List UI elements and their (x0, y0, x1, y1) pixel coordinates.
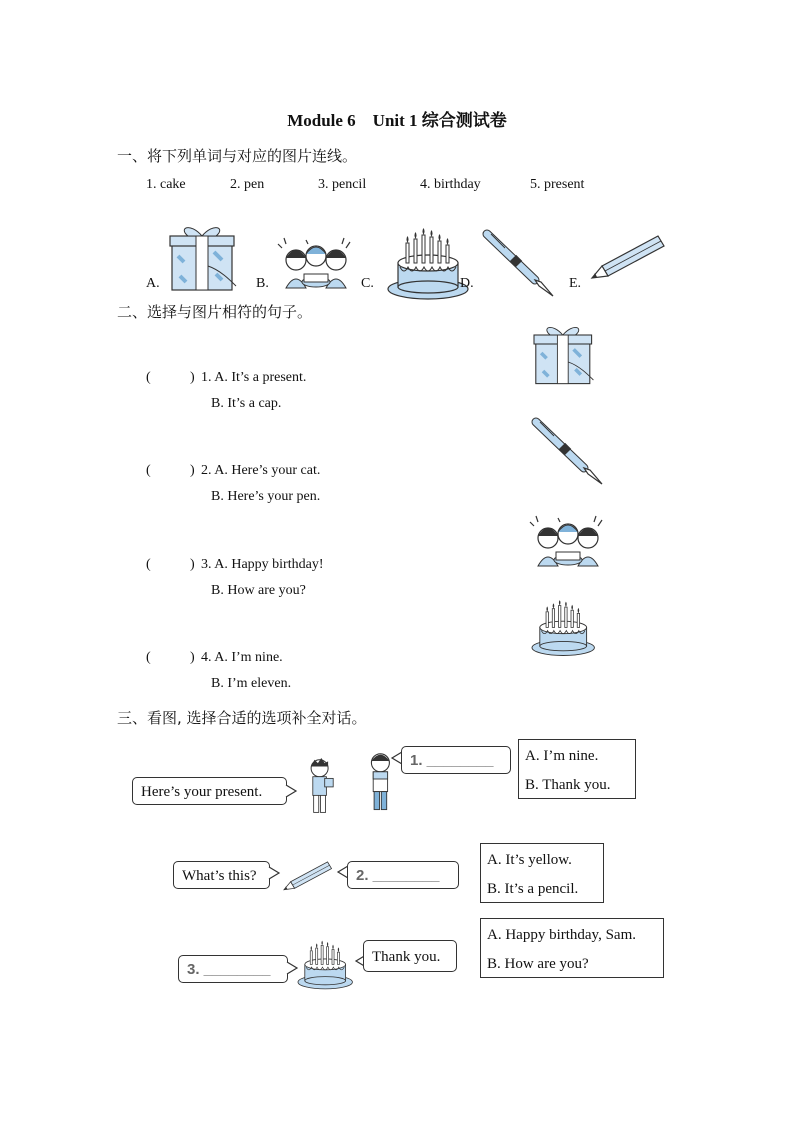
kids-party-icon (530, 516, 604, 570)
bubble-tail (269, 867, 281, 881)
speech-bubble-left (178, 955, 288, 983)
option-a: A. I’m nine. (525, 748, 599, 764)
kids-party-icon (278, 238, 352, 290)
question-1-option-b: B. It’s a cap. (211, 396, 282, 411)
answer-blank-3[interactable]: 3. ________ (187, 961, 271, 978)
birthday-cake-icon (532, 604, 612, 670)
gift-icon (534, 326, 602, 382)
option-b: B. How are you? (487, 956, 589, 972)
answer-paren-close: ) (190, 370, 195, 385)
word-birthday: 4. birthday (420, 177, 481, 192)
word-cake: 1. cake (146, 177, 186, 192)
answer-paren-open: ( (146, 370, 151, 385)
speech-bubble-right (347, 861, 459, 889)
answer-paren-open: ( (146, 650, 151, 665)
speech-bubble-right (401, 746, 511, 774)
answer-paren-open: ( (146, 463, 151, 478)
options-box-2 (480, 843, 604, 903)
speech-bubble-right: Thank you. (363, 940, 457, 972)
question-1-option-a: 1. A. It’s a present. (201, 370, 307, 385)
answer-paren-close: ) (190, 650, 195, 665)
speech-bubble-left: Here’s your present. (132, 777, 287, 805)
question-4-option-a: 4. A. I’m nine. (201, 650, 283, 665)
pencil-icon (592, 230, 668, 278)
question-3-option-b: B. How are you? (211, 583, 306, 598)
section2-heading: 二、选择与图片相符的句子。 (117, 303, 313, 321)
options-box-3 (480, 918, 664, 978)
pencil-icon (284, 858, 334, 890)
bubble-tail (286, 785, 298, 799)
page-title: Module 6 Unit 1 综合测试卷 (287, 111, 507, 130)
boy-giving-present-icon (306, 758, 342, 814)
answer-paren-close: ) (190, 463, 195, 478)
speech-bubble-left: What’s this? (173, 861, 270, 889)
word-present: 5. present (530, 177, 585, 192)
section3-heading: 三、看图, 选择合适的选项补全对话。 (117, 709, 367, 727)
option-b: B. Thank you. (525, 777, 611, 793)
option-b: B. It’s a pencil. (487, 881, 579, 897)
question-2-option-b: B. Here’s your pen. (211, 489, 321, 504)
birthday-cake-icon (388, 233, 468, 299)
option-a: A. Happy birthday, Sam. (487, 927, 637, 943)
fountain-pen-icon (483, 230, 555, 296)
question-4-option-b: B. I’m eleven. (211, 676, 292, 691)
birthday-cake-icon (298, 944, 354, 992)
answer-blank-2[interactable]: 2. ________ (356, 867, 440, 884)
answer-blank-1[interactable]: 1. ________ (410, 752, 494, 769)
section1-heading: 一、将下列单词与对应的图片连线。 (117, 147, 358, 165)
word-pen: 2. pen (230, 177, 265, 192)
question-2-option-a: 2. A. Here’s your cat. (201, 463, 321, 478)
answer-paren-close: ) (190, 557, 195, 572)
word-pencil: 3. pencil (318, 177, 367, 192)
picture-label-e: E. (569, 276, 582, 291)
options-box-1 (518, 739, 636, 799)
question-3-option-a: 3. A. Happy birthday! (201, 557, 324, 572)
option-a: A. It’s yellow. (487, 852, 572, 868)
gift-icon (170, 226, 238, 290)
picture-label-a: A. (146, 276, 160, 291)
picture-label-d: D. (460, 276, 474, 291)
picture-label-b: B. (256, 276, 269, 291)
picture-label-c: C. (361, 276, 374, 291)
answer-paren-open: ( (146, 557, 151, 572)
fountain-pen-icon (532, 418, 604, 480)
